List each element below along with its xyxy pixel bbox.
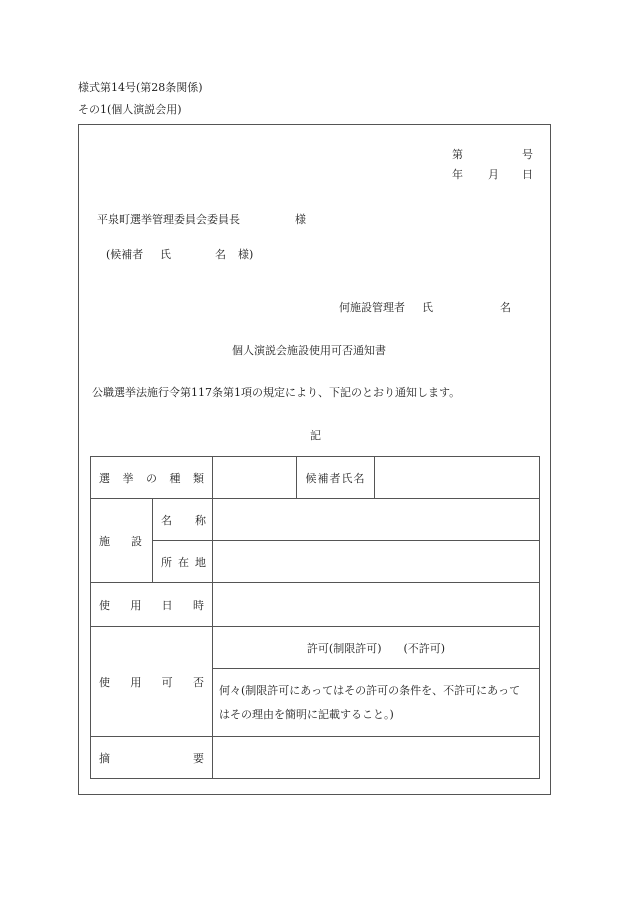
char: 地 [195,555,206,569]
char: 挙 [122,471,134,485]
election-type-value [213,457,297,499]
ki-label: 記 [310,429,321,442]
char: 使 [99,675,110,689]
date-month: 月 [488,168,499,181]
facility-label [91,499,153,583]
election-type-label [91,457,213,499]
facility-location-value [213,541,540,583]
form-variant: その1(個人演説会用) [78,103,182,116]
char: 称 [195,513,206,527]
name-label [153,499,213,541]
permission-options: 許可(制限許可) (不許可) [213,627,540,669]
sender-shi: 氏 [422,301,433,314]
char: 用 [130,598,142,612]
sender-title: 何施設管理者 [339,301,405,314]
row-facility-name [91,499,540,541]
candidate-shi: 氏 [160,248,171,261]
form-number: 様式第14号(第28条関係) [78,81,203,94]
char: 類 [193,471,204,485]
char: 名 [161,513,172,527]
addressee-honorific: 様 [295,213,306,226]
summary-value [213,737,540,779]
char: の [146,471,157,485]
candidate-mei: 名 [215,248,226,261]
addressee-title: 平泉町選挙管理委員会委員長 [97,213,240,226]
note-line: はその理由を簡明に記載すること。) [219,707,394,721]
datetime-value [213,583,540,627]
char: 所 [161,555,172,569]
permission-note [213,669,540,737]
char: 選 [99,471,110,485]
sender-mei: 名 [500,301,511,314]
char: 可 [161,675,173,689]
char: 在 [178,555,189,569]
details-table [90,456,540,779]
char: 要 [193,751,204,765]
candidate-honorific: 様) [238,248,254,261]
char: 施 [99,534,110,548]
candidate-name-label: 候補者氏名 [297,457,375,499]
date-year: 年 [452,168,463,181]
facility-name-value [213,499,540,541]
row-facility-location [91,541,540,583]
datetime-label [91,583,213,627]
summary-label [91,737,213,779]
char: 種 [169,471,181,485]
char: 否 [192,675,204,689]
date-day: 日 [522,168,533,181]
row-election-type [91,457,540,499]
char: 用 [130,675,142,689]
char: 時 [192,598,204,612]
location-label [153,541,213,583]
doc-number-prefix: 第 [452,148,463,161]
candidate-name-value [375,457,540,499]
candidate-open: (候補者 [106,248,144,261]
row-summary [91,737,540,779]
char: 設 [131,534,142,548]
doc-number-suffix: 号 [522,148,533,161]
char: 使 [99,598,110,612]
char: 日 [161,598,173,612]
note-line: 何々(制限許可にあってはその許可の条件を、不許可にあって [219,683,521,697]
char: 摘 [99,751,110,765]
row-datetime [91,583,540,627]
body-text: 公職選挙法施行令第117条第1項の規定により、下記のとおり通知します。 [92,386,461,399]
row-availability-options [91,627,540,669]
availability-label [91,627,213,737]
document-title: 個人演説会施設使用可否通知書 [232,344,386,357]
